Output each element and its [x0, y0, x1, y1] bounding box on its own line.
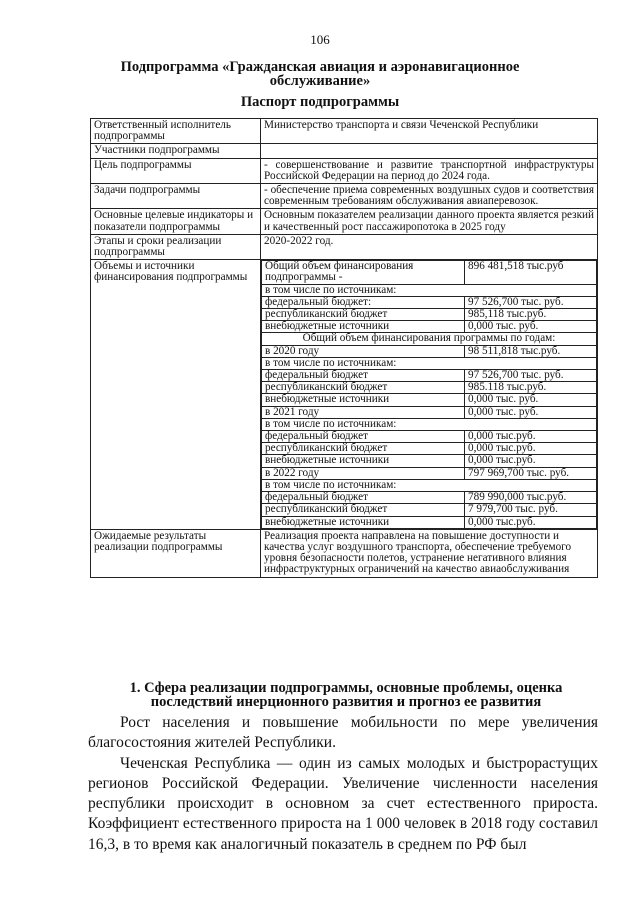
value-indicators: Основным показателем реализации данного проекта является резкий и качественный рост пассажиропотока в 2025 году	[261, 209, 598, 234]
label-stages: Этапы и сроки реализации подпрограммы	[91, 234, 261, 259]
fin-2021-republic-label: республиканский бюджет	[262, 443, 465, 455]
page-subtitle: Паспорт подпрограммы	[240, 94, 400, 110]
fin-2022-total: 797 969,700 тыс. руб.	[465, 467, 597, 479]
value-tasks: - обеспечение приема современных воздушных судов и соответствия современным требованиям обслуживания авиаперевозок.	[261, 184, 598, 209]
fin-2020-sources: в том числе по источникам:	[262, 357, 597, 369]
row-finance	[91, 260, 598, 529]
value-results: Реализация проекта направлена на повышение доступности и качества услуг воздушного транспорта, обеспечение требуемого уровня безопасности полетов, устранение негативного влияния инфраструктурных ограничений на качество авиаобслуживания	[261, 529, 598, 577]
value-goal: - совершенствование и развитие транспортной инфраструктуры Российской Федерации на период до 2024 года.	[261, 158, 598, 183]
fin-row-sources	[262, 284, 597, 296]
row-goal	[91, 158, 598, 183]
row-results	[91, 529, 598, 577]
row-participants	[91, 144, 598, 158]
fin-2021-federal-label: федеральный бюджет	[262, 431, 465, 443]
fin-2022-federal-label: федеральный бюджет	[262, 492, 465, 504]
fin-extra-value: 0,000 тыс. руб.	[465, 321, 597, 333]
fin-row-2020-federal	[262, 370, 597, 382]
fin-by-years-label: Общий объем финансирования программы по годам:	[262, 333, 597, 345]
fin-2021-federal-value: 0,000 тыс.руб.	[465, 431, 597, 443]
passport-table	[90, 118, 598, 578]
fin-2022-republic-value: 7 979,700 тыс. руб.	[465, 504, 597, 516]
fin-row-total	[262, 261, 597, 284]
fin-extra-label: внебюджетные источники	[262, 321, 465, 333]
fin-federal-value: 97 526,700 тыс. руб.	[465, 296, 597, 308]
page-number: 106	[310, 32, 330, 47]
fin-2020-federal-label: федеральный бюджет	[262, 370, 465, 382]
fin-total-value: 896 481,518 тыс.руб	[465, 261, 597, 284]
value-responsible: Министерство транспорта и связи Чеченской Республики	[261, 119, 598, 144]
paragraph-2: Чеченская Республика — один из самых молодых и быстрорастущих регионов Российской Федерации. Увеличение численности населения республики происходит в основном за счет естественного прироста. Коэффициент естественного прироста на 1 000 человек в 2018 году составил 16,3, в то время как аналогичный показатель в среднем по РФ был	[88, 754, 598, 853]
fin-sources-label: в том числе по источникам:	[262, 284, 597, 296]
fin-2020-extra-value: 0,000 тыс. руб.	[465, 394, 597, 406]
fin-2022-extra-label: внебюджетные источники	[262, 516, 465, 528]
label-responsible: Ответственный исполнитель подпрограммы	[91, 119, 261, 144]
fin-total-label: Общий объем финансирования подпрограммы -	[262, 261, 465, 284]
fin-federal-label: федеральный бюджет:	[262, 296, 465, 308]
label-participants: Участники подпрограммы	[91, 144, 261, 158]
finance-table	[261, 260, 597, 528]
fin-row-2020-republic	[262, 382, 597, 394]
fin-2021-sources: в том числе по источникам:	[262, 418, 597, 430]
fin-2020-republic-label: республиканский бюджет	[262, 382, 465, 394]
fin-2021-extra-label: внебюджетные источники	[262, 455, 465, 467]
fin-2022-label: в 2022 году	[262, 467, 465, 479]
fin-row-2020-extra	[262, 394, 597, 406]
fin-row-by-years	[262, 333, 597, 345]
paragraph-1: Рост населения и повышение мобильности по мере увеличения благосостояния жителей Республики.	[88, 714, 598, 752]
row-stages	[91, 234, 598, 259]
row-responsible	[91, 119, 598, 144]
label-goal: Цель подпрограммы	[91, 158, 261, 183]
label-finance: Объемы и источники финансирования подпрограммы	[91, 260, 261, 529]
fin-row-2022-federal	[262, 492, 597, 504]
fin-row-2022-sources	[262, 479, 597, 491]
fin-2022-federal-value: 789 990,000 тыс.руб.	[465, 492, 597, 504]
label-indicators: Основные целевые индикаторы и показатели подпрограммы	[91, 209, 261, 234]
body-text	[88, 713, 598, 855]
fin-2022-sources: в том числе по источникам:	[262, 479, 597, 491]
fin-2020-label: в 2020 году	[262, 345, 465, 357]
fin-row-2021-sources	[262, 418, 597, 430]
row-tasks	[91, 184, 598, 209]
fin-row-2022-republic	[262, 504, 597, 516]
fin-row-federal	[262, 296, 597, 308]
fin-republic-label: республиканский бюджет	[262, 309, 465, 321]
finance-cell	[261, 260, 598, 529]
fin-2022-republic-label: республиканский бюджет	[262, 504, 465, 516]
fin-2021-total: 0,000 тыс. руб.	[465, 406, 597, 418]
fin-2021-republic-value: 0,000 тыс.руб.	[465, 443, 597, 455]
fin-2020-total: 98 511,818 тыс.руб.	[465, 345, 597, 357]
fin-2021-label: в 2021 году	[262, 406, 465, 418]
fin-2022-extra-value: 0,000 тыс.руб.	[465, 516, 597, 528]
row-indicators	[91, 209, 598, 234]
fin-row-2021-federal	[262, 431, 597, 443]
value-stages: 2020-2022 год.	[261, 234, 598, 259]
fin-row-2021	[262, 406, 597, 418]
fin-row-extra	[262, 321, 597, 333]
fin-2020-republic-value: 985.118 тыс.руб.	[465, 382, 597, 394]
fin-row-republic	[262, 309, 597, 321]
fin-row-2020	[262, 345, 597, 357]
fin-2021-extra-value: 0,000 тыс.руб.	[465, 455, 597, 467]
fin-row-2020-sources	[262, 357, 597, 369]
fin-row-2022-extra	[262, 516, 597, 528]
fin-row-2022	[262, 467, 597, 479]
label-tasks: Задачи подпрограммы	[91, 184, 261, 209]
page-title: Подпрограмма «Гражданская авиация и аэронавигационное обслуживание»	[120, 59, 520, 89]
value-participants	[261, 144, 598, 158]
fin-republic-value: 985,118 тыс.руб.	[465, 309, 597, 321]
fin-2020-federal-value: 97 526,700 тыс. руб.	[465, 370, 597, 382]
fin-row-2021-republic	[262, 443, 597, 455]
label-results: Ожидаемые результаты реализации подпрограммы	[91, 529, 261, 577]
fin-2020-extra-label: внебюджетные источники	[262, 394, 465, 406]
section-heading: 1. Сфера реализации подпрограммы, основные проблемы, оценка последствий инерционного развития и прогноз ее развития	[129, 680, 563, 710]
fin-row-2021-extra	[262, 455, 597, 467]
